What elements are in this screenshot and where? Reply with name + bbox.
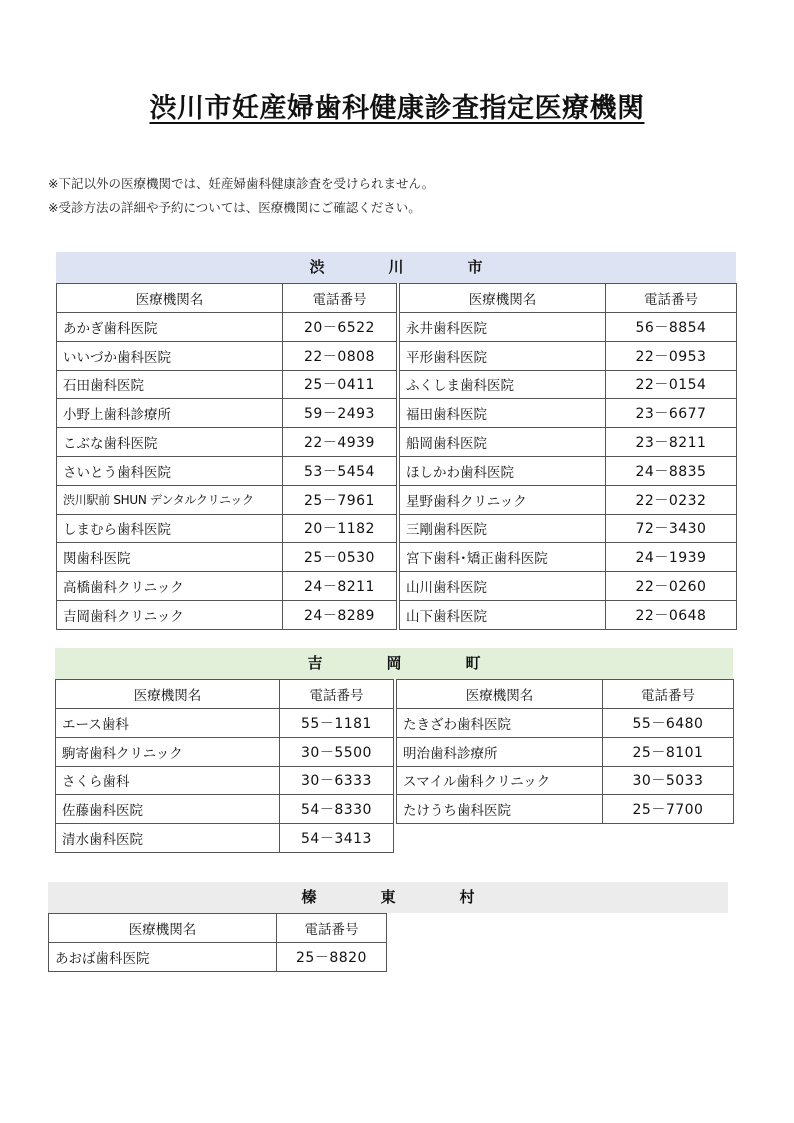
clinic-name: 高橋歯科クリニック	[57, 572, 283, 601]
clinic-table-shinto	[48, 913, 387, 972]
clinic-name: スマイル歯科クリニック	[397, 766, 603, 795]
table-row	[56, 737, 734, 766]
table-row	[56, 824, 734, 853]
table-header-row	[49, 914, 387, 943]
clinic-phone: 59－2493	[283, 399, 397, 428]
clinic-phone: 22－0154	[606, 370, 737, 399]
clinic-name: 三剛歯科医院	[400, 514, 606, 543]
clinic-phone: 25－8820	[277, 943, 387, 972]
page-title: 渋川市妊産婦歯科健康診査指定医療機関	[149, 93, 645, 124]
clinic-phone: 54－8330	[280, 795, 394, 824]
clinic-name: 山下歯科医院	[400, 600, 606, 629]
clinic-name: 吉岡歯科クリニック	[57, 600, 283, 629]
clinic-phone: 25－7961	[283, 485, 397, 514]
table-row	[57, 428, 737, 457]
clinic-phone: 55－6480	[603, 709, 734, 738]
clinic-phone: 22－0260	[606, 572, 737, 601]
column-header-tel: 電話番号	[277, 914, 387, 943]
table-row	[56, 766, 734, 795]
clinic-phone: 22－0232	[606, 485, 737, 514]
clinic-name: 福田歯科医院	[400, 399, 606, 428]
clinic-name: ふくしま歯科医院	[400, 370, 606, 399]
note-reservation: ※受診方法の詳細や予約については、医療機関にご確認ください。	[48, 200, 421, 215]
table-row	[57, 572, 737, 601]
clinic-name: 明治歯科診療所	[397, 737, 603, 766]
clinic-phone: 22－0953	[606, 341, 737, 370]
clinic-phone: 30－6333	[280, 766, 394, 795]
column-header-name: 医療機関名	[49, 914, 277, 943]
clinic-phone: 24－8211	[283, 572, 397, 601]
clinic-name: こぶな歯科医院	[57, 428, 283, 457]
clinic-phone: 55－1181	[280, 709, 394, 738]
clinic-phone: 56－8854	[606, 313, 737, 342]
section-yoshioka	[55, 648, 733, 853]
table-row	[57, 485, 737, 514]
clinic-name: 清水歯科医院	[56, 824, 280, 853]
clinic-name: たきざわ歯科医院	[397, 709, 603, 738]
clinic-name: 駒寄歯科クリニック	[56, 737, 280, 766]
clinic-phone: 25－0411	[283, 370, 397, 399]
column-header-name: 医療機関名	[400, 284, 606, 313]
clinic-phone: 25－0530	[283, 543, 397, 572]
clinic-name: 永井歯科医院	[400, 313, 606, 342]
column-header-tel: 電話番号	[283, 284, 397, 313]
clinic-phone: 23－6677	[606, 399, 737, 428]
clinic-table-yoshioka	[55, 679, 734, 853]
column-header-name: 医療機関名	[57, 284, 283, 313]
table-row	[56, 795, 734, 824]
section-shibukawa	[56, 252, 736, 630]
clinic-name: 船岡歯科医院	[400, 428, 606, 457]
clinic-name: 石田歯科医院	[57, 370, 283, 399]
table-row	[57, 370, 737, 399]
clinic-phone: 22－4939	[283, 428, 397, 457]
table-row	[57, 313, 737, 342]
clinic-name: ほしかわ歯科医院	[400, 456, 606, 485]
clinic-name: 平形歯科医院	[400, 341, 606, 370]
section-banner-yoshioka: 吉 岡 町	[55, 648, 733, 679]
section-shinto	[48, 882, 728, 972]
section-banner-shibukawa: 渋 川 市	[56, 252, 736, 283]
column-header-tel: 電話番号	[603, 680, 734, 709]
clinic-phone: 25－7700	[603, 795, 734, 824]
clinic-phone: 30－5500	[280, 737, 394, 766]
table-row	[49, 943, 387, 972]
clinic-phone: 53－5454	[283, 456, 397, 485]
clinic-phone: 24－1939	[606, 543, 737, 572]
clinic-name: しまむら歯科医院	[57, 514, 283, 543]
table-row	[57, 399, 737, 428]
clinic-phone: 72－3430	[606, 514, 737, 543]
clinic-phone: 24－8835	[606, 456, 737, 485]
column-header-tel: 電話番号	[606, 284, 737, 313]
clinic-name: さいとう歯科医院	[57, 456, 283, 485]
clinic-name: 星野歯科クリニック	[400, 485, 606, 514]
clinic-name: さくら歯科	[56, 766, 280, 795]
clinic-phone: 23－8211	[606, 428, 737, 457]
clinic-name: 関歯科医院	[57, 543, 283, 572]
clinic-phone: 20－1182	[283, 514, 397, 543]
clinic-name: 宮下歯科･矯正歯科医院	[400, 543, 606, 572]
clinic-name: あかぎ歯科医院	[57, 313, 283, 342]
clinic-name: 小野上歯科診療所	[57, 399, 283, 428]
table-row	[57, 543, 737, 572]
section-banner-shinto: 榛 東 村	[48, 882, 728, 913]
clinic-name: 渋川駅前 SHUN デンタルクリニック	[57, 485, 283, 514]
table-row	[56, 709, 734, 738]
clinic-name: エース歯科	[56, 709, 280, 738]
table-row	[57, 456, 737, 485]
clinic-phone: 24－8289	[283, 600, 397, 629]
clinic-name: たけうち歯科医院	[397, 795, 603, 824]
column-header-name: 医療機関名	[56, 680, 280, 709]
clinic-phone: 54－3413	[280, 824, 394, 853]
column-header-name: 医療機関名	[397, 680, 603, 709]
clinic-name: あおば歯科医院	[49, 943, 277, 972]
clinic-name: いいづか歯科医院	[57, 341, 283, 370]
table-row	[57, 341, 737, 370]
clinic-name: 佐藤歯科医院	[56, 795, 280, 824]
clinic-phone: 20－6522	[283, 313, 397, 342]
clinic-phone: 22－0648	[606, 600, 737, 629]
clinic-phone: 22－0808	[283, 341, 397, 370]
clinic-phone: 30－5033	[603, 766, 734, 795]
clinic-phone: 25－8101	[603, 737, 734, 766]
table-row	[57, 514, 737, 543]
column-header-tel: 電話番号	[280, 680, 394, 709]
table-header-row	[56, 680, 734, 709]
note-not-covered: ※下記以外の医療機関では、妊産婦歯科健康診査を受けられません。	[48, 176, 435, 191]
table-header-row	[57, 284, 737, 313]
table-row	[57, 600, 737, 629]
clinic-table-shibukawa	[56, 283, 737, 630]
clinic-name: 山川歯科医院	[400, 572, 606, 601]
